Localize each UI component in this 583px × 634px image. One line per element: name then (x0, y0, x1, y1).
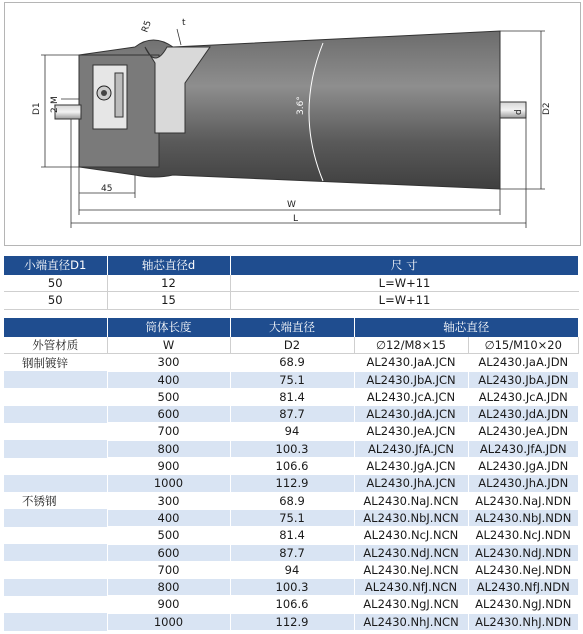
header-blank (4, 318, 107, 337)
table-cell: 900 (107, 596, 230, 613)
table-row (4, 544, 579, 561)
table-cell: AL2430.JbA.JDN (468, 371, 579, 388)
material-cell (4, 440, 107, 457)
table-cell: 100.3 (230, 440, 354, 457)
label-r5: R5 (140, 19, 154, 35)
table-row (4, 492, 579, 509)
table-cell: 81.4 (230, 388, 354, 405)
material-cell: 钢制镀锌 (4, 354, 107, 371)
label-t: t (182, 18, 186, 28)
table-cell: 800 (107, 440, 230, 457)
table-cell: 75.1 (230, 509, 354, 526)
table-cell: 87.7 (230, 406, 354, 423)
table-row (4, 458, 579, 475)
table-cell: AL2430.NgJ.NCN (354, 596, 468, 613)
header-size: 尺 寸 (230, 256, 579, 275)
table-cell: AL2430.JgA.JDN (468, 458, 579, 475)
table-cell: 500 (107, 388, 230, 405)
table-cell: 75.1 (230, 371, 354, 388)
material-cell (4, 613, 107, 630)
material-cell (4, 596, 107, 613)
table-cell: AL2430.NeJ.NDN (468, 561, 579, 578)
table-row (4, 440, 579, 457)
table-cell: AL2430.JhA.JDN (468, 475, 579, 492)
table-cell: 700 (107, 561, 230, 578)
table-row: 50 12 L=W+11 (4, 275, 579, 292)
table-cell: 94 (230, 423, 354, 440)
table-cell: AL2430.JhA.JCN (354, 475, 468, 492)
material-cell (4, 579, 107, 596)
subheader-row: 外管材质 W D2 ∅12/M8×15 ∅15/M10×20 (4, 337, 579, 354)
material-cell (4, 561, 107, 578)
table-cell: AL2430.NfJ.NCN (354, 579, 468, 596)
table-cell: AL2430.JcA.JCN (354, 388, 468, 405)
header-d1: 小端直径D1 (4, 256, 107, 275)
table-cell: 400 (107, 371, 230, 388)
table-cell: AL2430.NhJ.NDN (468, 613, 579, 630)
table-cell: AL2430.NeJ.NCN (354, 561, 468, 578)
table-cell: 800 (107, 579, 230, 596)
table-cell: AL2430.JaA.JDN (468, 354, 579, 371)
size-table (4, 256, 579, 310)
header-d: 轴芯直径d (107, 256, 230, 275)
table-cell: 600 (107, 544, 230, 561)
table-cell: 100.3 (230, 579, 354, 596)
technical-drawing (4, 2, 581, 246)
table-row (4, 423, 579, 440)
table-cell: 87.7 (230, 544, 354, 561)
table-cell: 68.9 (230, 354, 354, 371)
table-cell: 106.6 (230, 596, 354, 613)
table-cell: 600 (107, 406, 230, 423)
label-l: L (293, 214, 299, 224)
table-cell: 700 (107, 423, 230, 440)
table-cell: 500 (107, 527, 230, 544)
header-shaft-diameter: 轴芯直径 (354, 318, 579, 337)
material-cell (4, 509, 107, 526)
table-cell: 400 (107, 509, 230, 526)
table-row (4, 354, 579, 371)
table-cell: 300 (107, 354, 230, 371)
label-45: 45 (101, 184, 113, 194)
table-cell: AL2430.NaJ.NCN (354, 492, 468, 509)
header-length: 筒体长度 (107, 318, 230, 337)
table-cell: AL2430.NbJ.NCN (354, 509, 468, 526)
table-row (4, 596, 579, 613)
model-table (4, 318, 579, 631)
material-cell: 不锈钢 (4, 492, 107, 509)
table-row: 50 15 L=W+11 (4, 292, 579, 309)
table-cell: AL2430.NhJ.NCN (354, 613, 468, 630)
label-d: d (514, 109, 524, 115)
table-cell: AL2430.NcJ.NCN (354, 527, 468, 544)
table-cell: 300 (107, 492, 230, 509)
table-cell: AL2430.NcJ.NDN (468, 527, 579, 544)
table-cell: AL2430.NdJ.NDN (468, 544, 579, 561)
table-row (4, 475, 579, 492)
table-row (4, 509, 579, 526)
table-cell: 112.9 (230, 475, 354, 492)
table-cell: 81.4 (230, 527, 354, 544)
material-cell (4, 423, 107, 440)
table-row (4, 579, 579, 596)
label-angle: 3.6° (296, 96, 306, 115)
table-cell: AL2430.JcA.JDN (468, 388, 579, 405)
table-cell: 106.6 (230, 458, 354, 475)
table-cell: 1000 (107, 613, 230, 630)
roller-drawing-svg (5, 3, 580, 245)
material-cell (4, 527, 107, 544)
material-cell (4, 406, 107, 423)
table-cell: 68.9 (230, 492, 354, 509)
table-cell: AL2430.NdJ.NCN (354, 544, 468, 561)
table-cell: AL2430.NfJ.NDN (468, 579, 579, 596)
table-row (4, 371, 579, 388)
table-cell: 900 (107, 458, 230, 475)
table-cell: AL2430.JfA.JDN (468, 440, 579, 457)
material-cell (4, 371, 107, 388)
table-cell: AL2430.NaJ.NDN (468, 492, 579, 509)
material-cell (4, 475, 107, 492)
table-cell: 112.9 (230, 613, 354, 630)
header-large-diameter: 大端直径 (230, 318, 354, 337)
table-cell: AL2430.JaA.JCN (354, 354, 468, 371)
label-d1: D1 (32, 102, 42, 115)
table-cell: AL2430.JdA.JCN (354, 406, 468, 423)
table-cell: AL2430.JeA.JCN (354, 423, 468, 440)
table-row (4, 613, 579, 630)
material-cell (4, 458, 107, 475)
table-row (4, 561, 579, 578)
table-cell: AL2430.JeA.JDN (468, 423, 579, 440)
table-cell: AL2430.JfA.JCN (354, 440, 468, 457)
table-cell: AL2430.NgJ.NDN (468, 596, 579, 613)
table-row (4, 406, 579, 423)
table-cell: AL2430.NbJ.NDN (468, 509, 579, 526)
table-row (4, 388, 579, 405)
table-cell: AL2430.JbA.JCN (354, 371, 468, 388)
material-cell (4, 544, 107, 561)
material-cell (4, 388, 107, 405)
table-cell: AL2430.JdA.JDN (468, 406, 579, 423)
label-w: W (287, 200, 296, 210)
table-row (4, 527, 579, 544)
table-cell: 94 (230, 561, 354, 578)
label-2m: 2-M (50, 96, 60, 113)
label-d2: D2 (542, 102, 552, 115)
table-cell: AL2430.JgA.JCN (354, 458, 468, 475)
table-cell: 1000 (107, 475, 230, 492)
